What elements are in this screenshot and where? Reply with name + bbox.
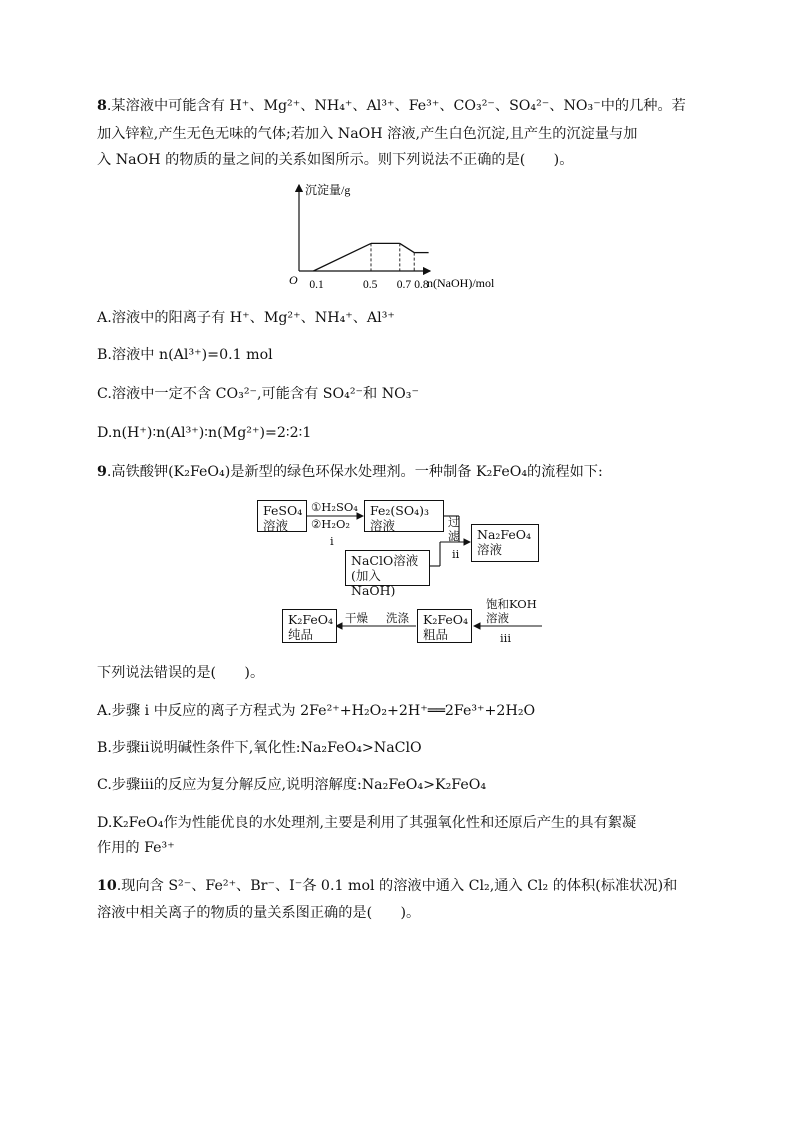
q9-option-d-1: D.K₂FeO₄作为性能优良的水处理剂,主要是利用了其强氧化性和还原后产生的具有絮凝 [97, 815, 637, 831]
flow-koh-2: 溶液 [486, 611, 509, 625]
flow-step-iii: iii [500, 631, 512, 645]
q9-option-a: A.步骤 i 中反应的离子方程式为 2Fe²⁺+H₂O₂+2H⁺══2Fe³⁺+2H₂O [97, 703, 536, 719]
flow-box-na2feo4: Na₂FeO₄ 溶液 [471, 524, 539, 562]
flow-step-ii: ii [452, 547, 460, 561]
chart-x-label: n(NaOH)/mol [427, 276, 495, 290]
q10-line-1 [97, 876, 677, 896]
q9-number: 9 [97, 464, 107, 480]
flow-step-i: i [330, 534, 334, 548]
chart-tick-label: 0.7 [396, 279, 412, 291]
q9-stem: .高铁酸钾(K₂FeO₄)是新型的绿色环保水处理剂。一种制备 K₂FeO₄的流程如下: [106, 464, 603, 480]
flow-box-k2feo4-pure: K₂FeO₄ 纯品 [282, 609, 337, 643]
q9-question: 下列说法错误的是( )。 [97, 665, 265, 681]
chart-tick-label: 0.5 [363, 279, 378, 291]
q8-option-d: D.n(H⁺)∶n(Al³⁺)∶n(Mg²⁺)=2∶2∶1 [97, 425, 312, 441]
flow-wash: 洗涤 [386, 611, 409, 625]
chart-y-label: 沉淀量/g [305, 183, 351, 197]
flow-box-fe2so43: Fe₂(SO₄)₃ 溶液 [364, 500, 444, 532]
q9-option-b: B.步骤ii说明碱性条件下,氧化性:Na₂FeO₄>NaClO [97, 740, 422, 756]
flow-box-naclo: NaClO溶液 (加入NaOH) [345, 550, 430, 586]
flow-reagent-h2o2: ②H₂O₂ [311, 517, 350, 531]
q10-line-2: 溶液中相关离子的物质的量关系图正确的是( )。 [97, 905, 421, 921]
q10-stem-1: .现向含 S²⁻、Fe²⁺、Br⁻、I⁻各 0.1 mol 的溶液中通入 Cl₂,通入 Cl₂ 的体积(标准状况)和 [116, 878, 678, 894]
q9-option-d-2: 作用的 Fe³⁺ [97, 840, 175, 856]
q8-option-c: C.溶液中一定不含 CO₃²⁻,可能含有 SO₄²⁻和 NO₃⁻ [97, 386, 419, 402]
q9-option-c: C.步骤iii的反应为复分解反应,说明溶解度:Na₂FeO₄>K₂FeO₄ [97, 777, 487, 793]
flow-filter-2: 滤 [448, 529, 460, 543]
q8-line-2: 加入锌粒,产生无色无味的气体;若加入 NaOH 溶液,产生白色沉淀,且产生的沉淀量与加 [97, 126, 638, 142]
q10-number: 10 [97, 878, 117, 894]
chart-tick-label: 0.8 [414, 279, 429, 291]
q8-option-b: B.溶液中 n(Al³⁺)=0.1 mol [97, 347, 273, 363]
flow-dry: 干燥 [345, 611, 368, 625]
flow-koh-1: 饱和KOH [486, 597, 537, 611]
q8-stem-1: .某溶液中可能含有 H⁺、Mg²⁺、NH₄⁺、Al³⁺、Fe³⁺、CO₃²⁻、SO₄²⁻、NO₃⁻中的几种。若 [106, 98, 686, 114]
q8-line-3: 入 NaOH 的物质的量之间的关系如图所示。则下列说法不正确的是( )。 [97, 152, 574, 168]
flow-reagent-h2so4: ①H₂SO₄ [311, 500, 358, 514]
flow-box-k2feo4-crude: K₂FeO₄ 粗品 [417, 609, 472, 643]
flow-filter-1: 过 [448, 515, 460, 529]
chart-tick-label: 0.1 [309, 279, 324, 291]
q8-option-a: A.溶液中的阳离子有 H⁺、Mg²⁺、NH₄⁺、Al³⁺ [97, 310, 395, 326]
q8-number: 8 [97, 98, 107, 114]
chart-origin: O [289, 273, 298, 287]
flow-box-feso4: FeSO₄ 溶液 [257, 500, 307, 532]
